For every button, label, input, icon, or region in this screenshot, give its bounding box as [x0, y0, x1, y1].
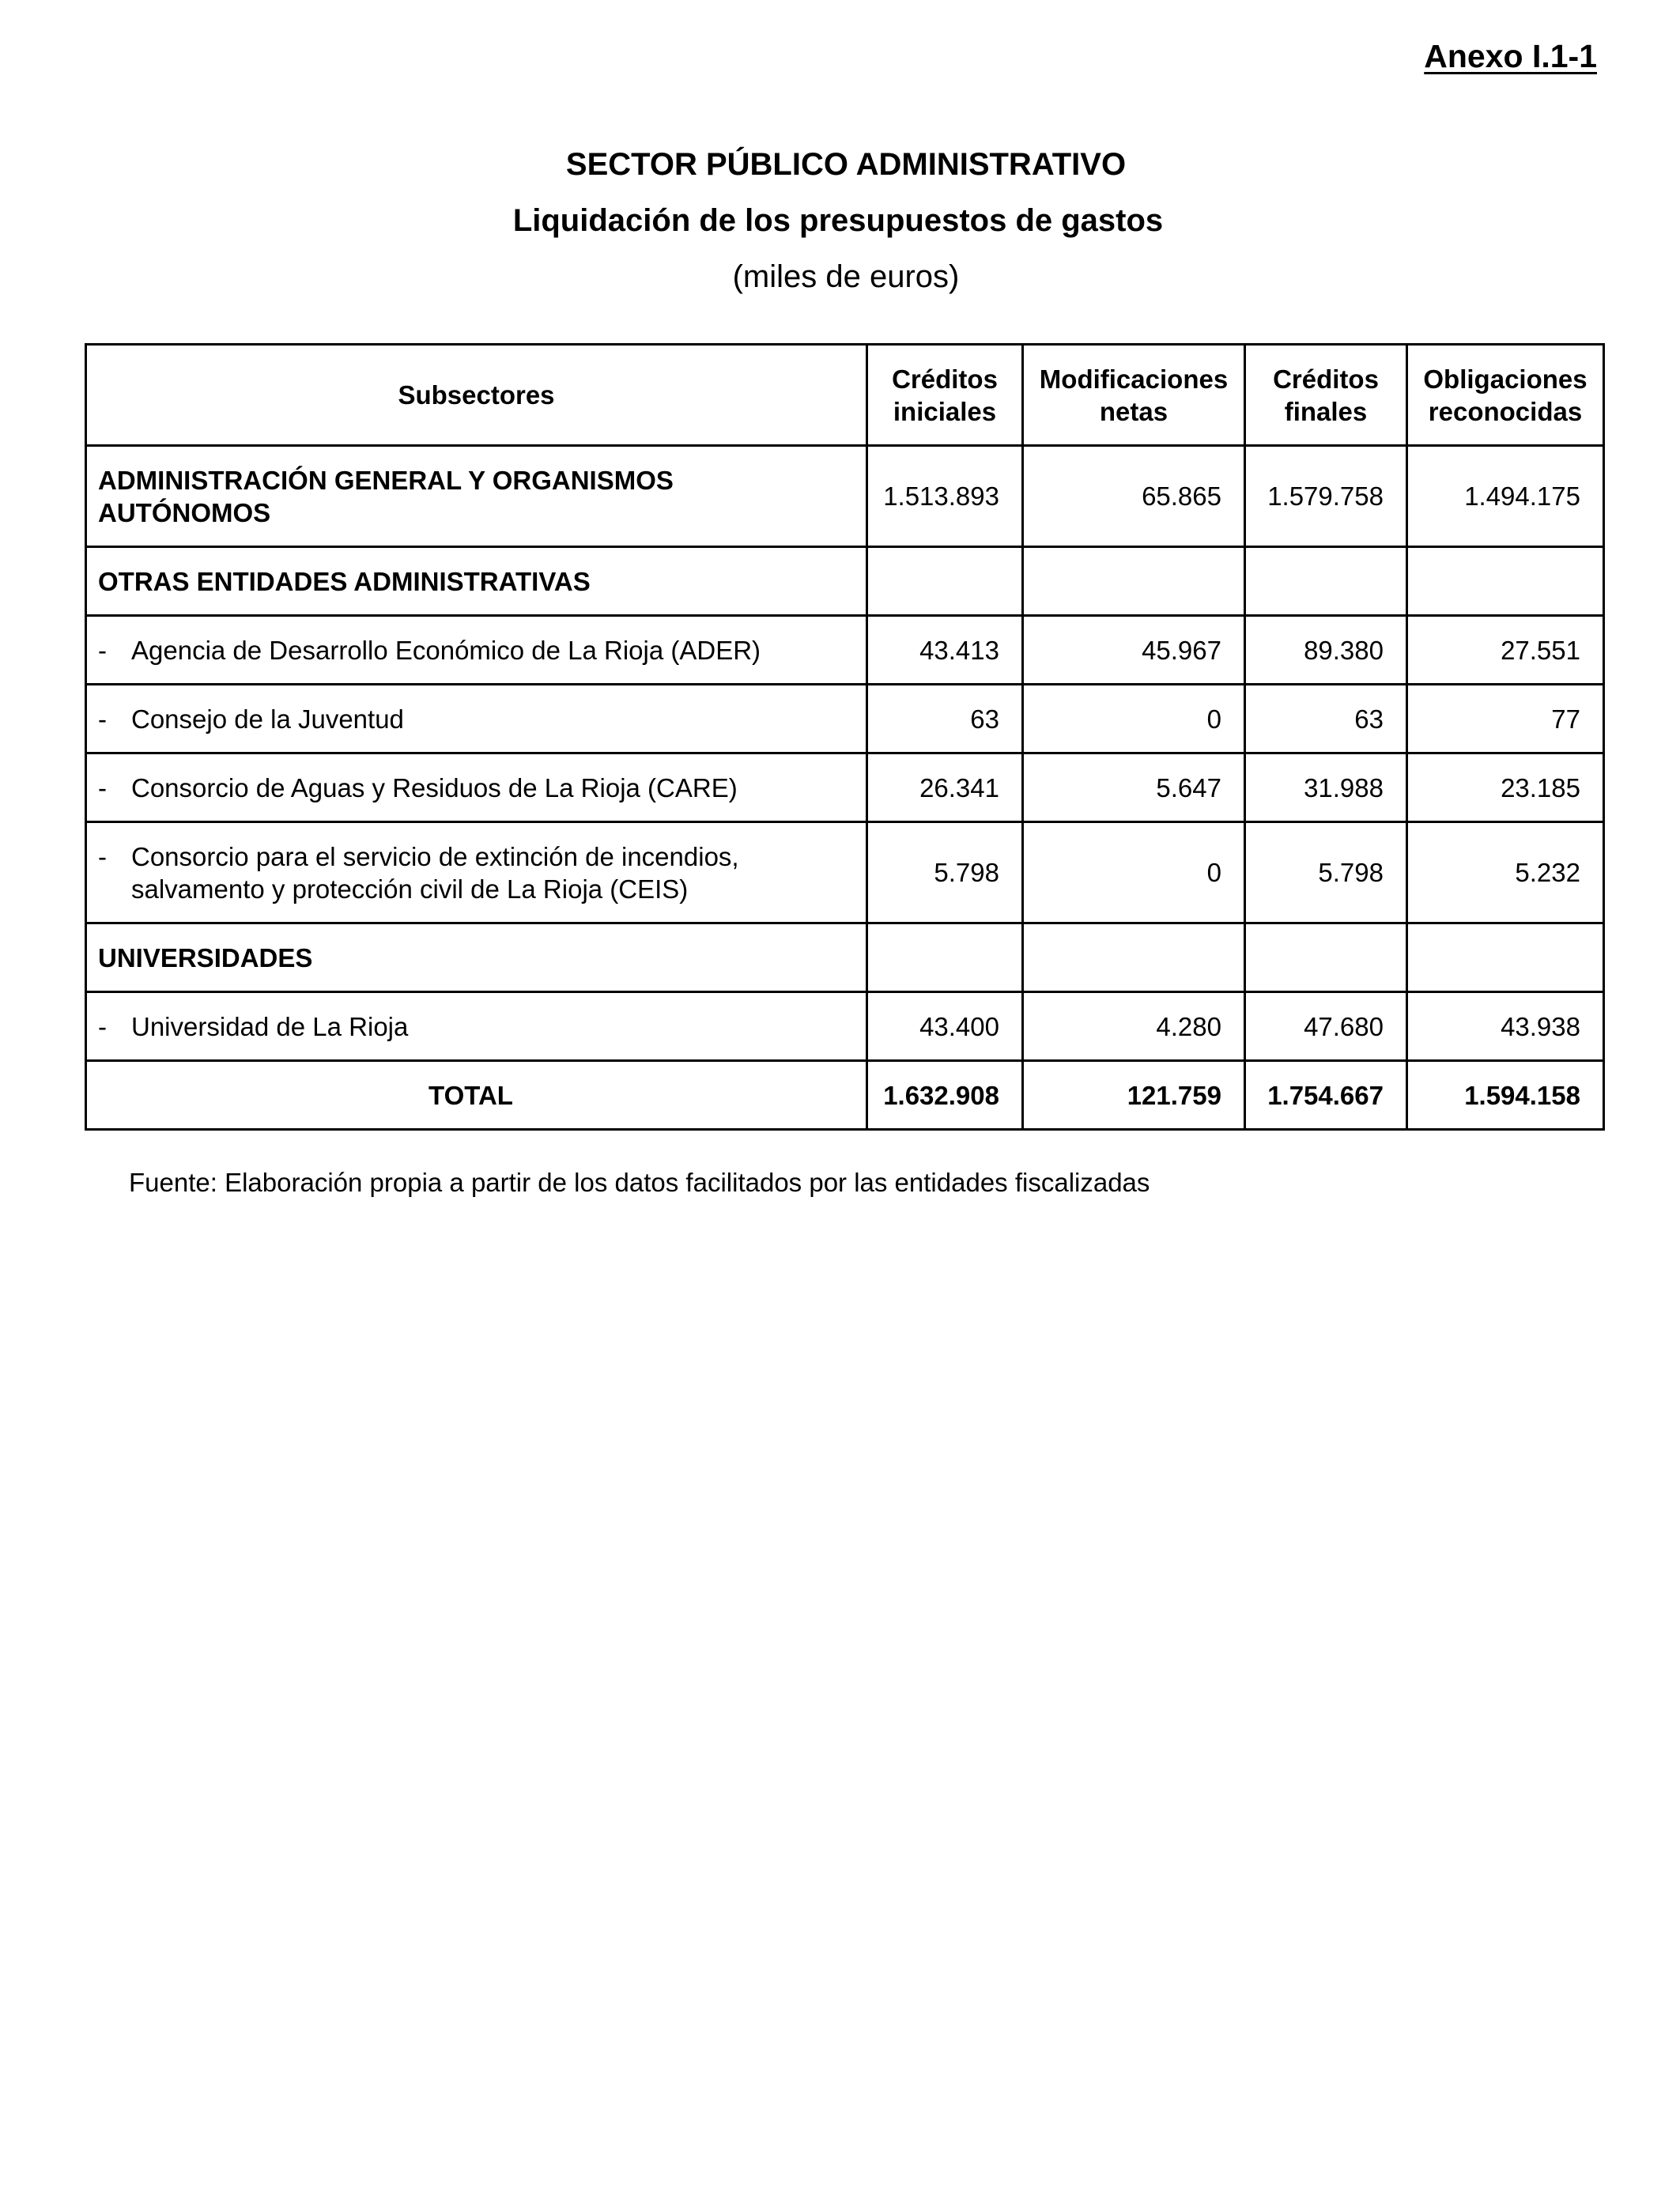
row-label-line: ADMINISTRACIÓN GENERAL Y ORGANISMOS [98, 465, 674, 495]
cell-modificaciones: 4.280 [1023, 992, 1245, 1061]
budget-table [85, 343, 1605, 1131]
cell-obligaciones: 43.938 [1407, 992, 1604, 1061]
cell-obligaciones: 77 [1407, 685, 1604, 753]
cell-empty [1245, 923, 1407, 992]
table-row [86, 822, 1604, 923]
cell-creditos-finales: 63 [1245, 685, 1407, 753]
table-row [86, 923, 1604, 992]
row-label [86, 753, 867, 822]
cell-obligaciones: 27.551 [1407, 616, 1604, 685]
cell-creditos-iniciales: 43.413 [867, 616, 1023, 685]
row-label [86, 992, 867, 1061]
cell-obligaciones: 1.494.175 [1407, 446, 1604, 547]
header-text-line: reconocidas [1428, 396, 1583, 426]
row-label-line: Consorcio para el servicio de extinción de incendios, [131, 841, 739, 871]
row-label-text: Consorcio de Aguas y Residuos de La Rioja (CARE) [131, 772, 738, 802]
row-label-line: AUTÓNOMOS [98, 497, 271, 527]
cell-creditos-finales: 5.798 [1245, 822, 1407, 923]
cell-creditos-finales: 1.754.667 [1245, 1061, 1407, 1130]
row-label [86, 616, 867, 685]
cell-modificaciones: 45.967 [1023, 616, 1245, 685]
cell-creditos-iniciales: 1.513.893 [867, 446, 1023, 547]
table-row [86, 446, 1604, 547]
cell-creditos-iniciales: 43.400 [867, 992, 1023, 1061]
cell-creditos-iniciales: 26.341 [867, 753, 1023, 822]
row-label: OTRAS ENTIDADES ADMINISTRATIVAS [86, 547, 867, 616]
header-creditos-finales [1245, 345, 1407, 446]
cell-creditos-iniciales: 1.632.908 [867, 1061, 1023, 1130]
cell-creditos-iniciales: 5.798 [867, 822, 1023, 923]
table-row [86, 547, 1604, 616]
cell-creditos-finales: 47.680 [1245, 992, 1407, 1061]
header-text-line: Créditos [1273, 364, 1379, 394]
cell-modificaciones: 0 [1023, 822, 1245, 923]
item-dash: - [98, 841, 107, 871]
header-obligaciones [1407, 345, 1604, 446]
header-text-line: Modificaciones [1039, 364, 1229, 394]
header-modificaciones [1023, 345, 1245, 446]
table-row [86, 753, 1604, 822]
cell-empty [1407, 923, 1604, 992]
table-header-row [86, 345, 1604, 446]
row-label [86, 446, 867, 547]
table-row [86, 685, 1604, 753]
header-text-line: finales [1284, 396, 1368, 426]
cell-modificaciones: 0 [1023, 685, 1245, 753]
header-text-line: netas [1099, 396, 1168, 426]
header-text-line: iniciales [893, 396, 997, 426]
row-label-text: Agencia de Desarrollo Económico de La Rioja (ADER) [131, 635, 761, 665]
row-label-line: salvamento y protección civil de La Rioja (CEIS) [131, 874, 689, 904]
units-note: (miles de euros) [732, 259, 960, 294]
item-dash: - [98, 635, 107, 665]
cell-creditos-finales: 31.988 [1245, 753, 1407, 822]
annex-label: Anexo I.1-1 [1424, 38, 1597, 74]
item-dash: - [98, 1011, 107, 1041]
row-label-text [131, 840, 827, 905]
document-subtitle: Liquidación de los presupuestos de gastos [512, 203, 1164, 238]
header-subsectores-text: Subsectores [398, 380, 555, 410]
cell-empty [1245, 547, 1407, 616]
header-subsectores [86, 345, 867, 446]
cell-empty [1023, 547, 1245, 616]
cell-empty [1407, 547, 1604, 616]
item-dash: - [98, 704, 107, 734]
row-label-text: Consejo de la Juventud [131, 704, 404, 734]
table-row [86, 616, 1604, 685]
cell-creditos-finales: 1.579.758 [1245, 446, 1407, 547]
cell-creditos-finales: 89.380 [1245, 616, 1407, 685]
cell-obligaciones: 1.594.158 [1407, 1061, 1604, 1130]
row-label-text: Universidad de La Rioja [131, 1011, 409, 1041]
source-note: Fuente: Elaboración propia a partir de los datos facilitados por las entidades fiscalizadas [129, 1168, 1150, 1197]
table-row [86, 992, 1604, 1061]
header-creditos-iniciales [867, 345, 1023, 446]
cell-obligaciones: 5.232 [1407, 822, 1604, 923]
row-label [86, 685, 867, 753]
header-text-line: Obligaciones [1423, 364, 1588, 394]
document-title: SECTOR PÚBLICO ADMINISTRATIVO [565, 147, 1127, 182]
row-label: UNIVERSIDADES [86, 923, 867, 992]
cell-creditos-iniciales: 63 [867, 685, 1023, 753]
cell-modificaciones: 121.759 [1023, 1061, 1245, 1130]
cell-empty [867, 923, 1023, 992]
total-row [86, 1061, 1604, 1130]
header-text-line: Créditos [892, 364, 998, 394]
item-dash: - [98, 772, 107, 802]
cell-empty [867, 547, 1023, 616]
cell-modificaciones: 65.865 [1023, 446, 1245, 547]
cell-empty [1023, 923, 1245, 992]
cell-obligaciones: 23.185 [1407, 753, 1604, 822]
row-label [86, 822, 867, 923]
cell-modificaciones: 5.647 [1023, 753, 1245, 822]
total-label: TOTAL [86, 1061, 867, 1130]
